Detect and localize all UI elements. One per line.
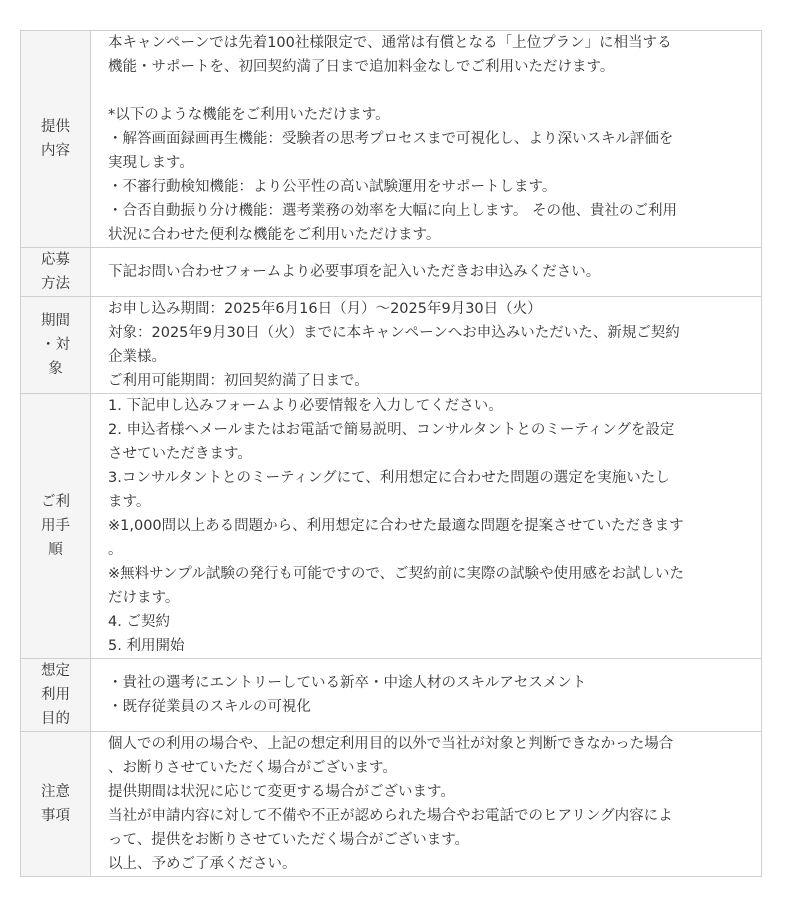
table-row-procedure xyxy=(21,394,762,659)
row-label-notes: 注意 事項 xyxy=(21,732,91,877)
row-content-offer: 本キャンペーンでは先着100社様限定で、通常は有償となる「上位プラン」に相当する 機能・サポートを、初回契約満了日まで追加料金なしでご利用いただけます。 *以下のような機能をご利用いただけます。 ・解答画面録画再生機能：受験者の思考プロセスまで可視化し、より深いスキル評価を 実現します。 ・不審行動検知機能：より公平性の高い試験運用をサポートします。 ・合否自動振り分け機能：選考業務の効率を大幅に向上します。 その他、貴社のご利用 状況に合わせた便利な機能をご利用いただけます。 xyxy=(91,31,762,248)
campaign-info-table xyxy=(20,30,762,877)
row-label-purpose: 想定 利用 目的 xyxy=(21,659,91,732)
table-row-period xyxy=(21,297,762,394)
row-content-notes: 個人での利用の場合や、上記の想定利用目的以外で当社が対象と判断できなかった場合 、お断りさせていただく場合がございます。 提供期間は状況に応じて変更する場合がございます。 当社が申請内容に対して不備や不正が認められた場合やお電話でのヒアリング内容によ って、提供をお断りさせていただく場合がございます。 以上、予めご了承ください。 xyxy=(91,732,762,877)
table-row-apply xyxy=(21,248,762,297)
row-label-procedure: ご利 用手 順 xyxy=(21,394,91,659)
row-content-procedure: 1. 下記申し込みフォームより必要情報を入力してください。 2. 申込者様へメールまたはお電話で簡易説明、コンサルタントとのミーティングを設定 させていただきます。 3.コンサルタントとのミーティングにて、利用想定に合わせた問題の選定を実施いたし ます。 ※1,000問以上ある問題から、利用想定に合わせた最適な問題を提案させていただきます 。 ※無料サンプル試験の発行も可能ですので、ご契約前に実際の試験や使用感をお試しいた だけます。 4. ご契約 5. 利用開始 xyxy=(91,394,762,659)
row-label-offer: 提供 内容 xyxy=(21,31,91,248)
row-content-apply: 下記お問い合わせフォームより必要事項を記入いただきお申込みください。 xyxy=(91,248,762,297)
row-content-purpose: ・貴社の選考にエントリーしている新卒・中途人材のスキルアセスメント ・既存従業員のスキルの可視化 xyxy=(91,659,762,732)
row-label-period: 期間 ・対 象 xyxy=(21,297,91,394)
table-row-purpose xyxy=(21,659,762,732)
row-label-apply: 応募 方法 xyxy=(21,248,91,297)
table-row-notes xyxy=(21,732,762,877)
table-row-offer xyxy=(21,31,762,248)
row-content-period: お申し込み期間：2025年6月16日（月）～2025年9月30日（火） 対象：2025年9月30日（火）までに本キャンペーンへお申込みいただいた、新規ご契約 企業様。 ご利用可能期間：初回契約満了日まで。 xyxy=(91,297,762,394)
